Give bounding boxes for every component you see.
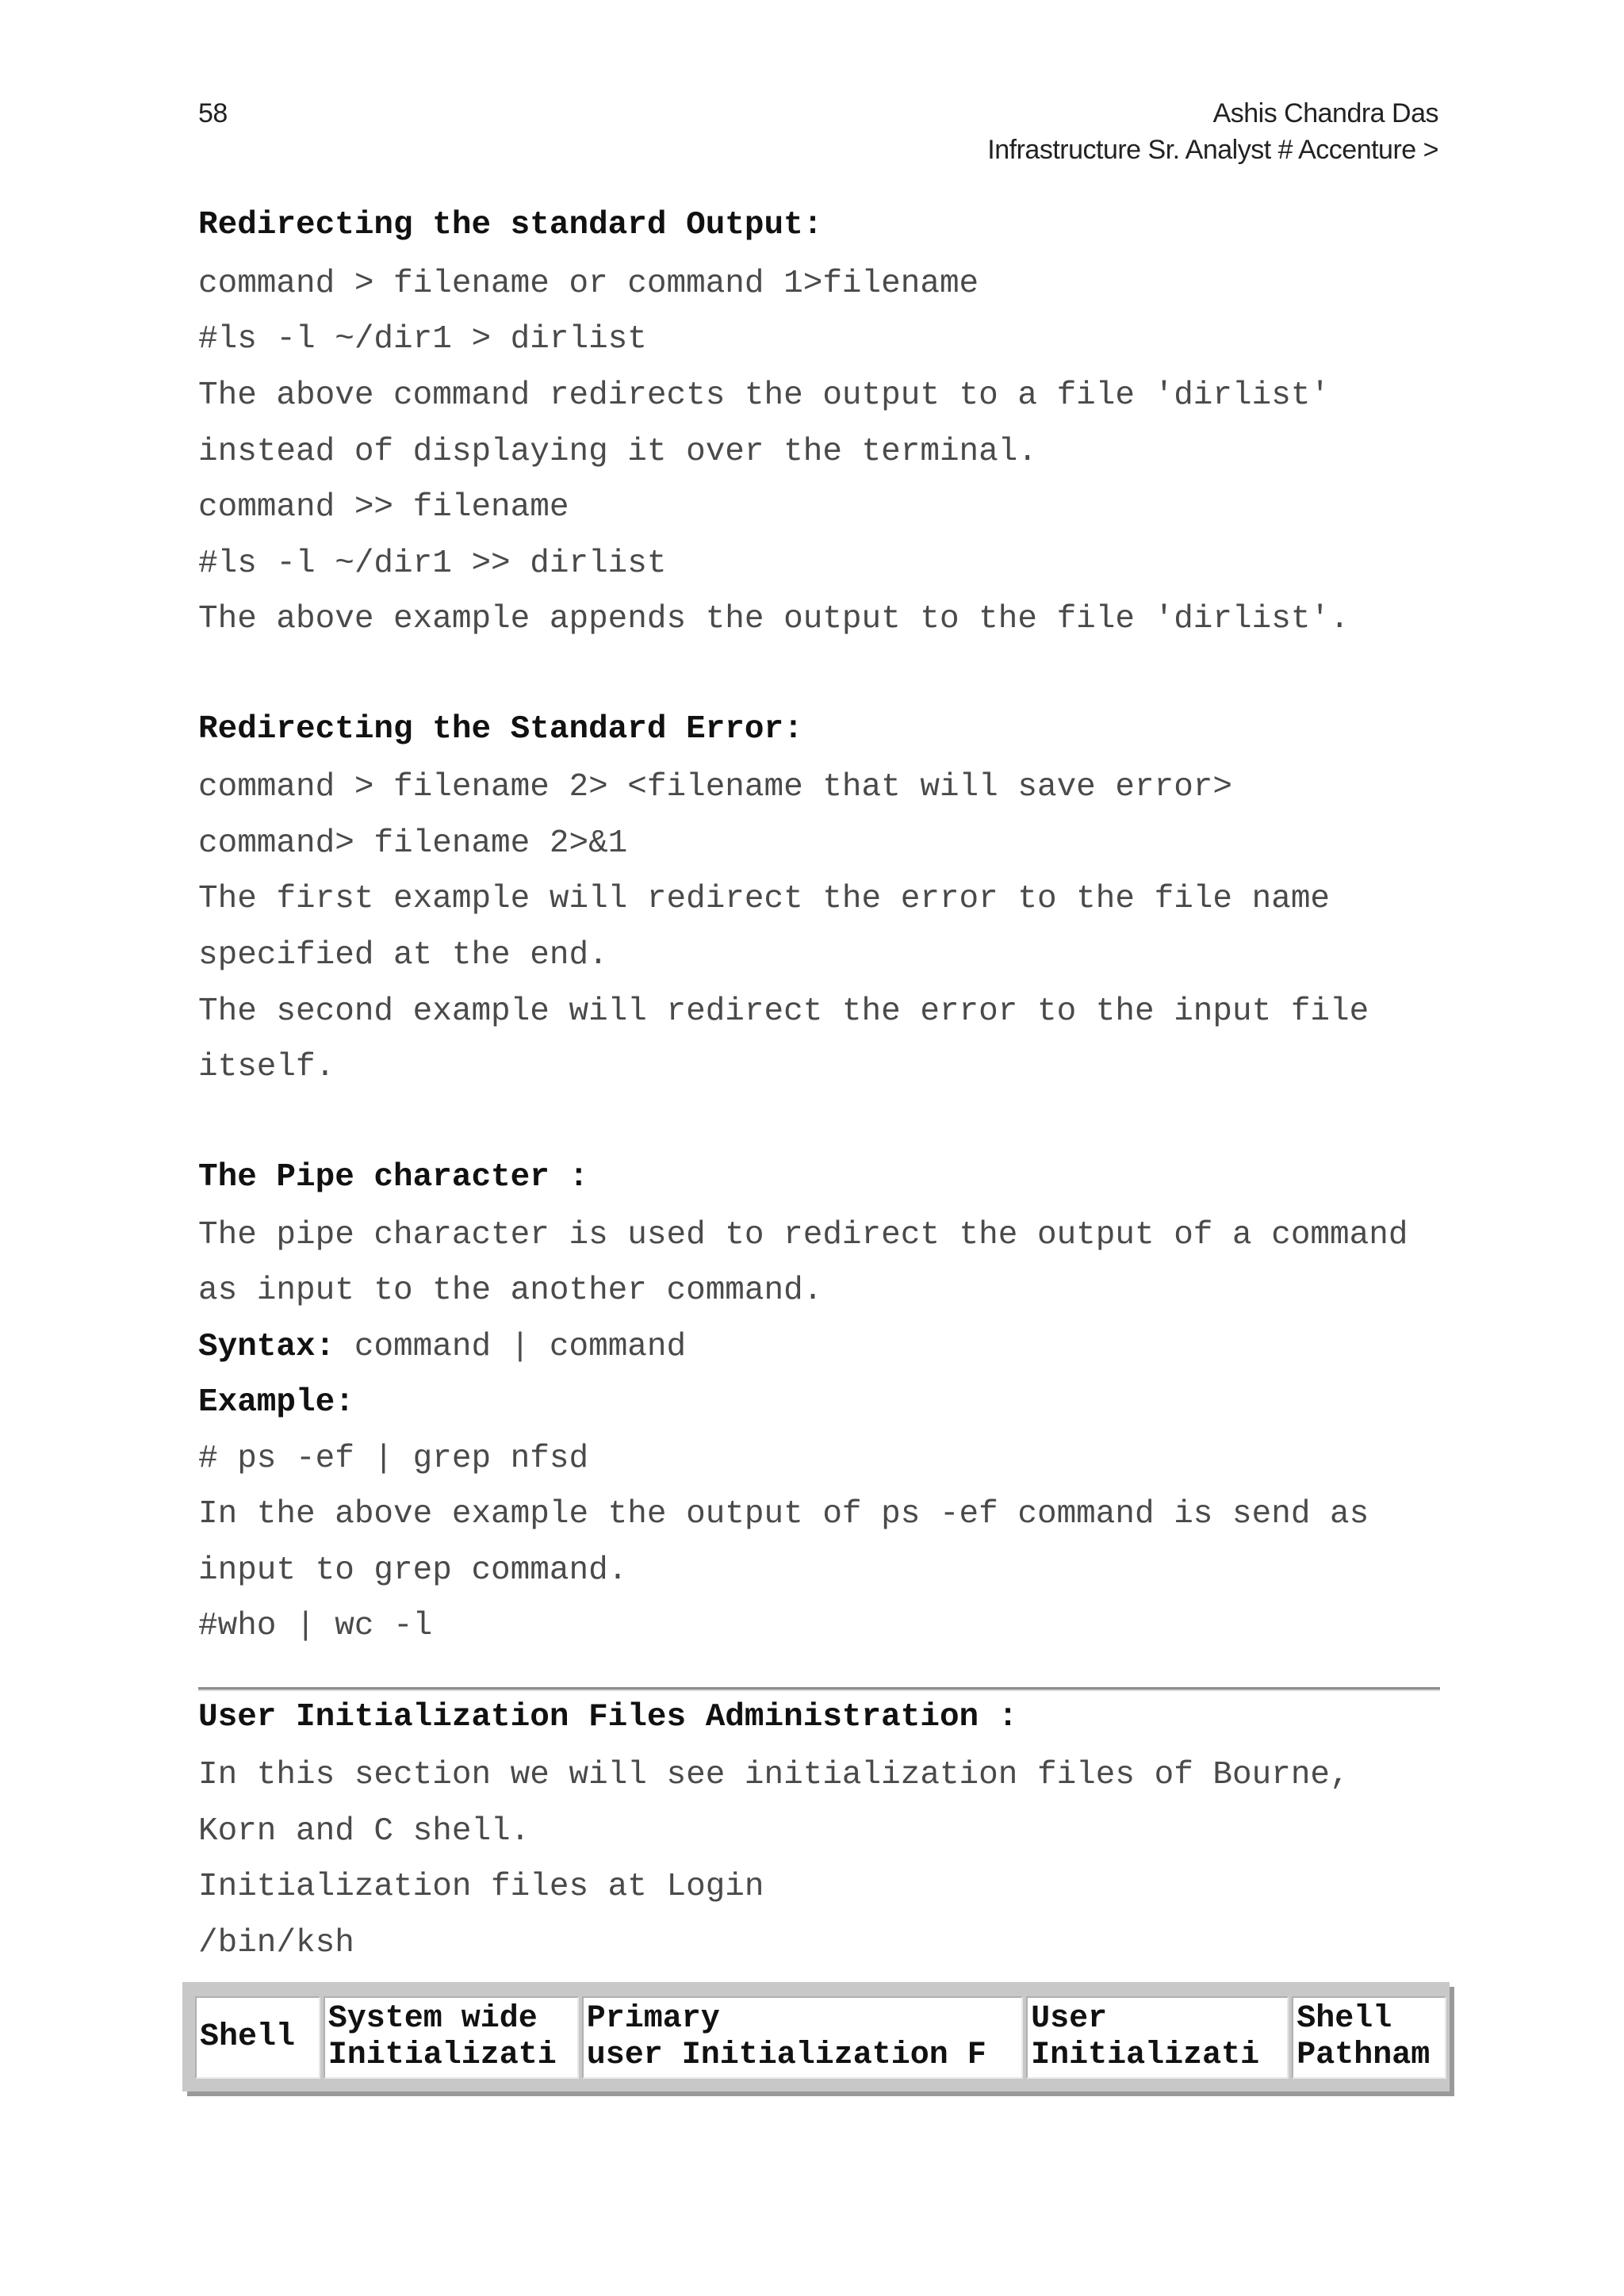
section-title-stderr: Redirecting the Standard Error: <box>198 711 803 748</box>
body-line: specified at the end. <box>198 937 608 974</box>
body-line: Initialization files at Login <box>198 1869 764 1905</box>
syntax-label: Syntax: <box>198 1329 335 1365</box>
header-text: System wide <box>327 2001 538 2037</box>
table-header-user <box>1026 1996 1289 2079</box>
body-line: In this section we will see initialization files of Bourne, <box>198 1757 1350 1793</box>
body-line: itself. <box>198 1049 335 1085</box>
header-text: Shell <box>1297 2001 1392 2037</box>
body-line: input to grep command. <box>198 1552 628 1589</box>
syntax-value: command | command <box>335 1329 687 1365</box>
body-line: #who | wc -l <box>198 1608 433 1644</box>
table-header-system-wide <box>324 1996 579 2079</box>
table-header-row <box>192 1993 1450 2082</box>
body-line: /bin/ksh <box>198 1925 354 1961</box>
body-line: command > filename 2> <filename that will save error> <box>198 769 1233 806</box>
header-text: Initializati <box>1031 2038 1260 2073</box>
syntax-line <box>198 1331 686 1364</box>
body-line: command >> filename <box>198 489 569 526</box>
body-line: # ps -ef | grep nfsd <box>198 1441 589 1477</box>
table-header-primary <box>582 1996 1023 2079</box>
author-role: Infrastructure Sr. Analyst # Accenture > <box>987 135 1438 165</box>
body-line: command > filename or command 1>filename <box>198 266 979 302</box>
body-line: command> filename 2>&1 <box>198 825 628 862</box>
body-line: The second example will redirect the error to the input file <box>198 993 1369 1030</box>
header-text: Pathnam <box>1297 2038 1431 2073</box>
section-title-stdout: Redirecting the standard Output: <box>198 207 823 243</box>
author-name: Ashis Chandra Das <box>1212 98 1438 128</box>
table-header-shell <box>195 1996 320 2079</box>
horizontal-divider <box>198 1687 1440 1691</box>
header-text: Primary <box>586 2001 720 2037</box>
body-line: Korn and C shell. <box>198 1813 530 1850</box>
body-line: The first example will redirect the error to the file name <box>198 881 1331 917</box>
body-line: The pipe character is used to redirect the output of a command <box>198 1217 1408 1253</box>
section-title-init: User Initialization Files Administration : <box>198 1699 1018 1735</box>
body-line: The above example appends the output to the file 'dirlist'. <box>198 601 1350 637</box>
body-line: as input to the another command. <box>198 1272 823 1309</box>
body-line: The above command redirects the output to a file 'dirlist' <box>198 377 1331 414</box>
header-text: Initializati <box>327 2038 557 2073</box>
table-header-shell-pathname <box>1292 1996 1446 2079</box>
body-line: #ls -l ~/dir1 > dirlist <box>198 321 647 358</box>
header-text: User <box>1031 2001 1108 2037</box>
body-line: In the above example the output of ps -ef command is send as <box>198 1496 1369 1533</box>
header-text: user Initialization F <box>586 2038 986 2073</box>
section-title-pipe: The Pipe character : <box>198 1159 589 1196</box>
example-label: Example: <box>198 1384 354 1421</box>
page-number: 58 <box>198 98 228 128</box>
header-text: Shell <box>200 2019 296 2055</box>
body-line: #ls -l ~/dir1 >> dirlist <box>198 545 667 582</box>
body-line: instead of displaying it over the terminal. <box>198 434 1037 470</box>
init-files-table <box>182 1982 1450 2091</box>
